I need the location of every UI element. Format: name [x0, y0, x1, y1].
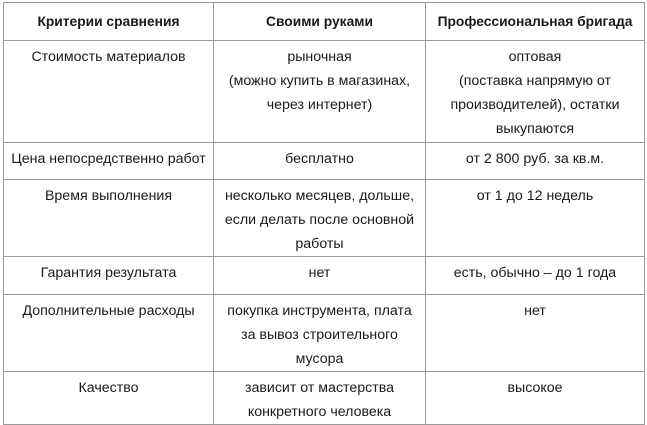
table-cell-professional: [426, 295, 645, 372]
table-cell-professional: [426, 372, 645, 425]
cell-text: от 1 до 12 недель: [476, 188, 594, 204]
cell-text: Цена непосредственно работ: [11, 151, 206, 167]
table-cell-diy: [214, 372, 426, 425]
comparison-table: [3, 2, 645, 425]
table-header-row: [4, 3, 645, 41]
table-cell-criterion: [4, 180, 214, 257]
table-cell-diy: [214, 41, 426, 143]
table-cell-diy: [214, 295, 426, 372]
cell-text: покупка инструмента, плата за вывоз строительного мусора: [227, 303, 412, 367]
table-cell-professional: [426, 143, 645, 180]
table-cell-criterion: [4, 143, 214, 180]
cell-text: зависит от мастерства конкретного человека: [244, 380, 395, 420]
cell-text: Дополнительные расходы: [22, 303, 195, 319]
table-cell-criterion: [4, 295, 214, 372]
cell-text: оптовая (поставка напрямую от производителей), остатки выкупаются: [450, 49, 620, 137]
cell-text: Время выполнения: [44, 188, 173, 204]
cell-text: рыночная (можно купить в магазинах, через интернет): [228, 49, 411, 113]
cell-text: нет: [308, 265, 331, 281]
cell-text: несколько месяцев, дольше, если делать после основной работы: [224, 188, 415, 252]
table-cell-professional: [426, 180, 645, 257]
comparison-table-container: [3, 2, 644, 421]
cell-text: от 2 800 руб. за кв.м.: [465, 151, 605, 167]
column-header-criteria: Критерии сравнения: [4, 3, 214, 41]
table-cell-diy: [214, 143, 426, 180]
table-row: [4, 372, 645, 425]
table-cell-diy: [214, 257, 426, 295]
cell-text: высокое: [507, 380, 563, 396]
table-row: [4, 143, 645, 180]
table-cell-professional: [426, 41, 645, 143]
cell-text: бесплатно: [285, 151, 354, 167]
column-header-diy: Своими руками: [214, 3, 426, 41]
cell-text: Стоимость материалов: [31, 49, 186, 65]
table-cell-criterion: [4, 257, 214, 295]
cell-text: есть, обычно – до 1 года: [453, 265, 617, 281]
table-cell-criterion: [4, 372, 214, 425]
cell-text: Качество: [78, 380, 139, 396]
table-row: [4, 257, 645, 295]
table-cell-professional: [426, 257, 645, 295]
cell-text: нет: [524, 303, 546, 319]
table-row: [4, 180, 645, 257]
column-header-professional: Профессиональная бригада: [426, 3, 645, 41]
table-row: [4, 295, 645, 372]
table-cell-diy: [214, 180, 426, 257]
table-row: [4, 41, 645, 143]
table-cell-criterion: [4, 41, 214, 143]
cell-text: Гарантия результата: [40, 265, 177, 281]
